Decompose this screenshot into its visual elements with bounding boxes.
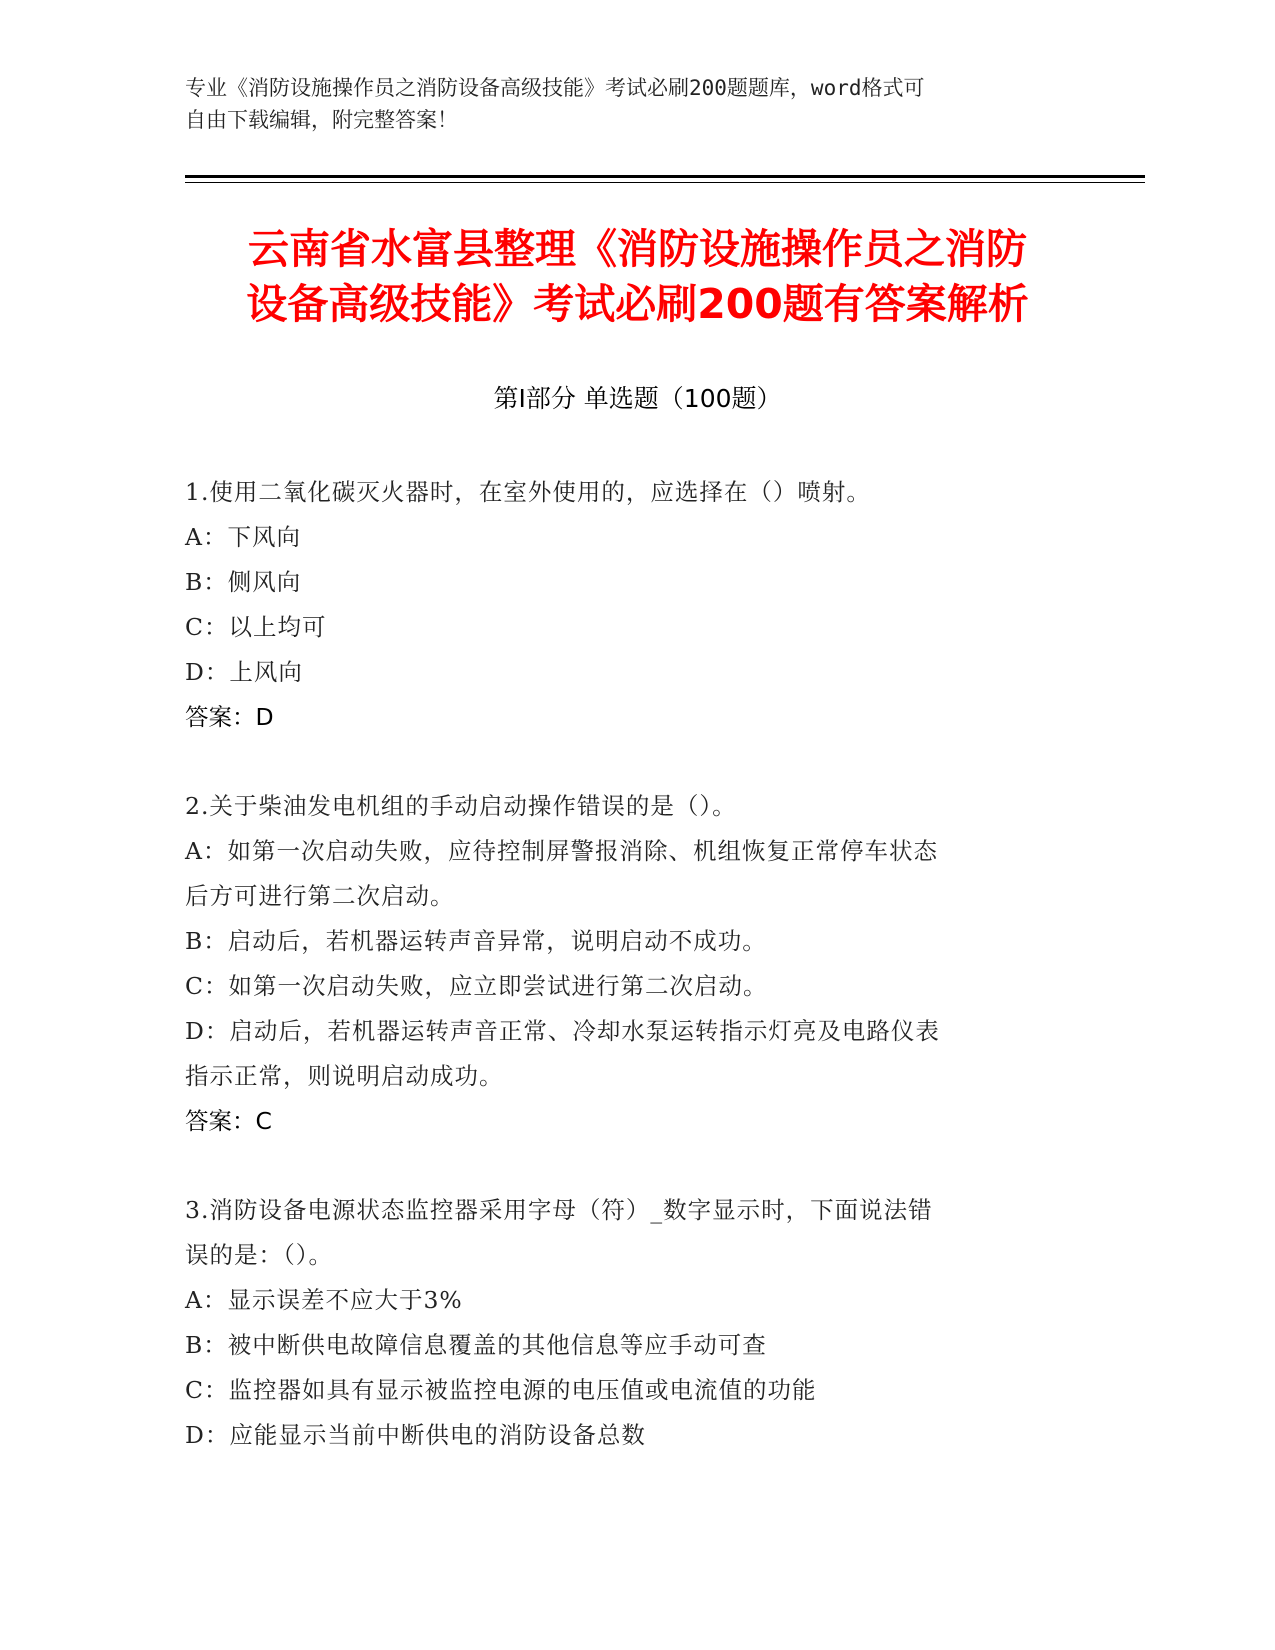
option-a-line: A：下风向 — [185, 523, 301, 551]
option-b-line: B：被中断供电故障信息覆盖的其他信息等应手动可查 — [185, 1331, 767, 1359]
header-divider-thick — [185, 175, 1145, 178]
option-d-line: 指示正常，则说明启动成功。 — [185, 1062, 504, 1090]
header-note-line-1: 专业《消防设施操作员之消防设备高级技能》考试必刷200题题库，word格式可 — [185, 76, 925, 100]
option-a-line: 后方可进行第二次启动。 — [185, 882, 455, 910]
document-title-line-1: 云南省水富县整理《消防设施操作员之消防 — [248, 225, 1027, 273]
option-c-line: C：以上均可 — [185, 613, 327, 641]
document-title-line-2: 设备高级技能》考试必刷200题有答案解析 — [246, 280, 1029, 328]
section-title: 第Ⅰ部分 单选题（100题） — [493, 384, 782, 413]
question-2 — [185, 784, 1145, 1144]
option-d-line: D：上风向 — [185, 658, 303, 686]
header-note-line-2: 自由下载编辑，附完整答案！ — [185, 108, 458, 132]
option-d-line: D：启动后，若机器运转声音正常、冷却水泵运转指示灯亮及电路仪表 — [185, 1017, 940, 1045]
question-3 — [185, 1188, 1145, 1458]
answer-label: 答案：D — [185, 703, 274, 731]
header-divider-thin — [185, 182, 1145, 183]
question-stem-line: 1.使用二氧化碳灭火器时，在室外使用的，应选择在（）喷射。 — [185, 478, 871, 506]
question-stem-line: 2.关于柴油发电机组的手动启动操作错误的是（）。 — [185, 792, 737, 820]
question-list — [185, 470, 1145, 1458]
question-stem-line: 3.消防设备电源状态监控器采用字母（符）_数字显示时，下面说法错 — [185, 1196, 933, 1224]
question-stem-line: 误的是：（）。 — [185, 1241, 333, 1269]
document-title — [140, 222, 1135, 332]
option-a-line: A：显示误差不应大于3% — [185, 1286, 463, 1314]
question-spacer — [185, 740, 1145, 784]
option-d-line: D：应能显示当前中断供电的消防设备总数 — [185, 1421, 646, 1449]
option-b-line: B：侧风向 — [185, 568, 302, 596]
question-1 — [185, 470, 1145, 740]
header-note — [185, 72, 1085, 136]
option-a-line: A：如第一次启动失败，应待控制屏警报消除、机组恢复正常停车状态 — [185, 837, 938, 865]
question-spacer — [185, 1144, 1145, 1188]
option-c-line: C：如第一次启动失败，应立即尝试进行第二次启动。 — [185, 972, 768, 1000]
answer-label: 答案：C — [185, 1107, 272, 1135]
option-c-line: C：监控器如具有显示被监控电源的电压值或电流值的功能 — [185, 1376, 817, 1404]
option-b-line: B：启动后，若机器运转声音异常，说明启动不成功。 — [185, 927, 767, 955]
